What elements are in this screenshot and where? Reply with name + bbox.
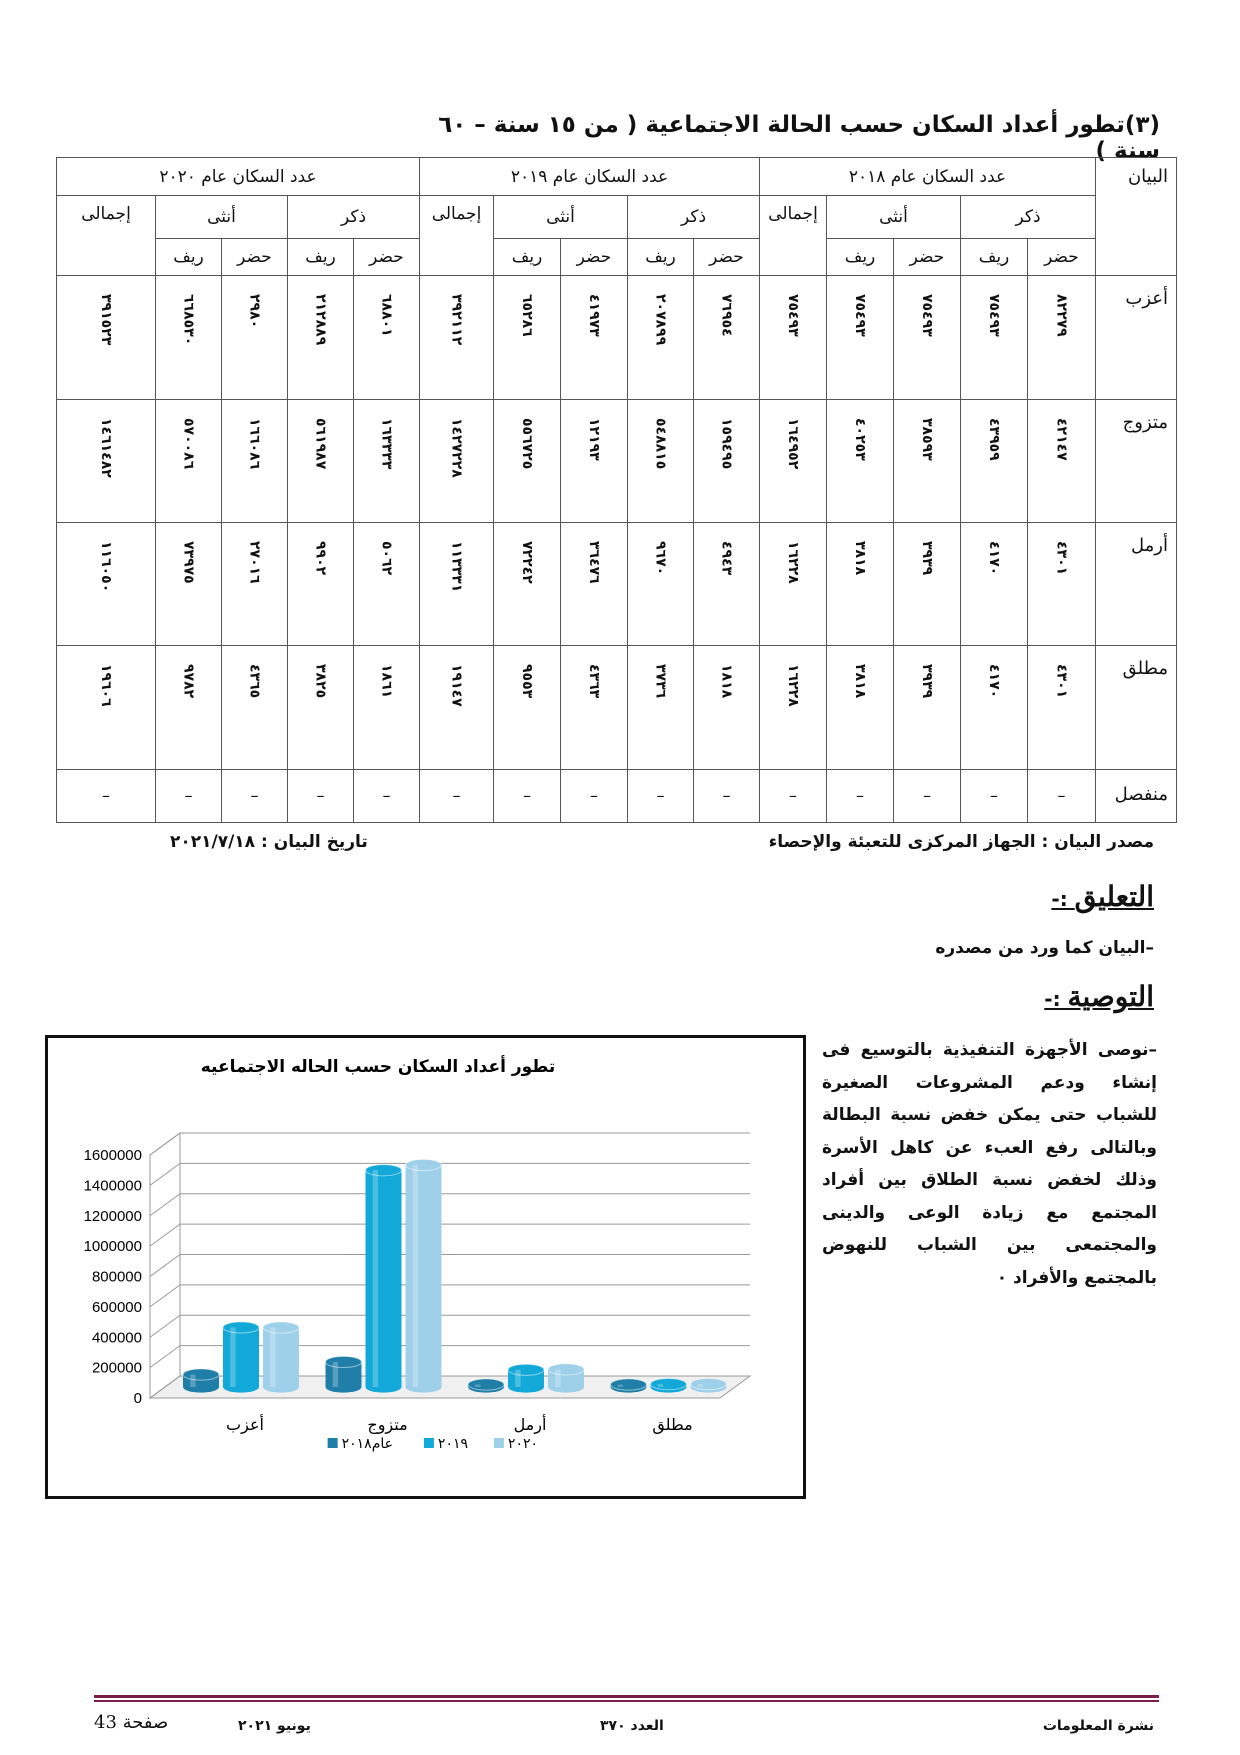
- rural-header: ريف: [288, 238, 354, 275]
- rural-header: ريف: [156, 238, 222, 275]
- footer-month: يونيو ٢٠٢١: [238, 1718, 311, 1734]
- legend-swatch: [494, 1438, 504, 1448]
- table-cell: ٤٣٩٥٩: [961, 399, 1028, 522]
- bar: [691, 1378, 727, 1392]
- y-tick-label: 200000: [91, 1359, 142, 1377]
- table-cell: –: [494, 769, 561, 822]
- table-cell: ٧٣٩٧٥: [156, 522, 222, 645]
- table-cell: ٩٧٨٢: [156, 646, 222, 769]
- y-tick-label: 1200000: [83, 1207, 142, 1225]
- y-tick-label: 1000000: [83, 1238, 142, 1256]
- table-cell: ١٦٤٩٥٢: [760, 399, 827, 522]
- table-cell: ١٨١٨: [694, 646, 760, 769]
- table-cell: ٣٨١٨: [827, 522, 894, 645]
- table-cell: ٤١٧٠: [961, 646, 1028, 769]
- table-cell: –: [628, 769, 694, 822]
- corner-label: البيان: [1096, 158, 1177, 276]
- table-cell: ١٢١٩٣: [561, 399, 628, 522]
- rural-header: ريف: [628, 238, 694, 275]
- table-cell: ٥٤٨٨١٥: [628, 399, 694, 522]
- legend-swatch: [424, 1438, 434, 1448]
- table-cell: –: [760, 769, 827, 822]
- footer-rule: [94, 1695, 1159, 1698]
- male-header: ذكر: [288, 196, 420, 239]
- rural-header: ريف: [961, 238, 1028, 275]
- table-cell: ٣٨٥٩٣: [894, 399, 961, 522]
- table-cell: ٤١٧٠: [961, 522, 1028, 645]
- total-header: إجمالى: [760, 196, 827, 276]
- table-cell: –: [1028, 769, 1096, 822]
- table-cell: –: [222, 769, 288, 822]
- table-cell: –: [894, 769, 961, 822]
- row-label: مطلق: [1096, 646, 1177, 769]
- urban-header: حضر: [694, 238, 760, 275]
- table-cell: –: [57, 769, 156, 822]
- table-cell: ٤٣٦٣: [561, 646, 628, 769]
- bar: [508, 1364, 544, 1392]
- table-cell: ٧٥٤٩٣: [760, 276, 827, 399]
- bar: [183, 1369, 219, 1393]
- chart-container: [45, 1035, 806, 1499]
- table-cell: ٥٥٦٧٢٥: [494, 399, 561, 522]
- bar: [468, 1379, 504, 1393]
- y-tick-label: 600000: [91, 1298, 142, 1316]
- row-label: أرمل: [1096, 522, 1177, 645]
- table-cell: ٣٨٢٥: [288, 646, 354, 769]
- table-cell: ٤٩٤٣: [694, 522, 760, 645]
- legend-label: ٢٠٢٠: [507, 1436, 538, 1452]
- table-cell: ٩٥٥٣: [494, 646, 561, 769]
- population-table: [56, 157, 1177, 823]
- table-cell: ١١٣٣٣١: [420, 522, 494, 645]
- table-cell: ٣٧٣٦: [628, 646, 694, 769]
- comment-heading: التعليق :-: [1051, 880, 1154, 913]
- table-cell: ٦٥٢٨٦: [494, 276, 561, 399]
- footer-issue: العدد ٣٧٠: [600, 1718, 664, 1734]
- table-cell: –: [961, 769, 1028, 822]
- table-cell: ٨٢٢٧٩: [1028, 276, 1096, 399]
- chart-title: تطور أعداد السكان حسب الحاله الاجتماعيه: [200, 1057, 556, 1077]
- table-row: [57, 646, 1177, 769]
- table-cell: ١٦٣٣٣٣: [354, 399, 420, 522]
- x-tick-label: متزوج: [367, 1415, 408, 1434]
- table-cell: ٤٠٢٥٣: [827, 399, 894, 522]
- data-date: تاريخ البيان : ٢٠٢١/٧/١٨: [170, 832, 368, 852]
- footer-bulletin: نشرة المعلومات: [1042, 1718, 1154, 1734]
- table-cell: ٥٠٦٢: [354, 522, 420, 645]
- table-row: [57, 769, 1177, 822]
- recommendation-heading: التوصية :-: [1044, 980, 1154, 1013]
- page-number: صفحة 43: [94, 1712, 169, 1733]
- table-cell: ٦٦٨٥٣٠: [156, 276, 222, 399]
- y-tick-label: 1600000: [83, 1147, 142, 1164]
- table-cell: –: [827, 769, 894, 822]
- table-cell: ٣٩٣٩: [894, 522, 961, 645]
- table-cell: ١٤٦١٤٨٢: [57, 399, 156, 522]
- table-cell: ٩٩٠٢: [288, 522, 354, 645]
- table-cell: ٤٣٦٥: [222, 646, 288, 769]
- row-label: منفصل: [1096, 769, 1177, 822]
- comment-text: –البيان كما ورد من مصدره: [935, 938, 1154, 958]
- table-cell: –: [561, 769, 628, 822]
- page-title: (٣)تطور أعداد السكان حسب الحالة الاجتماعية ( من ١٥ سنة – ٦٠ سنة ): [438, 112, 1160, 164]
- rural-header: ريف: [827, 238, 894, 275]
- table-cell: ٤١٩٧٣: [561, 276, 628, 399]
- table-cell: ١٩٦٠٦: [57, 646, 156, 769]
- urban-header: حضر: [561, 238, 628, 275]
- table-cell: ٧٥٤٩٣: [894, 276, 961, 399]
- table-cell: ٤٣٠١: [1028, 522, 1096, 645]
- total-header: إجمالى: [420, 196, 494, 276]
- year-header: عدد السكان عام ٢٠١٩: [420, 158, 760, 196]
- table-cell: –: [156, 769, 222, 822]
- table-row: [57, 399, 1177, 522]
- table-cell: ٥٧٠٠٨٦: [156, 399, 222, 522]
- x-tick-label: مطلق: [652, 1415, 693, 1434]
- table-cell: ٥٦١٩٨٧: [288, 399, 354, 522]
- table-cell: ٢٧٠١٦: [222, 522, 288, 645]
- bar: [263, 1322, 299, 1393]
- year-header: عدد السكان عام ٢٠٢٠: [57, 158, 420, 196]
- table-cell: ٧٥٤٩٣: [961, 276, 1028, 399]
- urban-header: حضر: [1028, 238, 1096, 275]
- footer-rule: [94, 1700, 1159, 1702]
- male-header: ذكر: [628, 196, 760, 239]
- table-cell: ٧٦٩٥٤: [694, 276, 760, 399]
- table-cell: ١٩١٤٧: [420, 646, 494, 769]
- legend-label: عام٢٠١٨: [341, 1436, 393, 1452]
- recommendation-text: –نوصى الأجهزة التنفيذية بالتوسيع فى إنشاء ودعم المشروعات الصغيرة للشباب حتى يمكن خفض نسبة البطالة وبالتالى رفع العبء عن كاهل الأسرة وذلك لخفض نسبة الطلاق بين أفراد المجتمع مع زيادة الوعى والدينى والمجتمعى بين الشباب للنهوض بالمجتمع والأفراد ٠: [822, 1040, 1157, 1288]
- table-cell: ٣٨١٨: [827, 646, 894, 769]
- table-cell: ١٦٢٢٨: [760, 522, 827, 645]
- table-cell: –: [354, 769, 420, 822]
- table-cell: –: [288, 769, 354, 822]
- urban-header: حضر: [222, 238, 288, 275]
- x-tick-label: أعزب: [226, 1415, 264, 1434]
- bar: [548, 1364, 584, 1393]
- table-cell: ١١٦٠٥٠: [57, 522, 156, 645]
- table-cell: ١٥٩٤٩٥: [694, 399, 760, 522]
- total-header: إجمالى: [57, 196, 156, 276]
- legend-swatch: [328, 1438, 338, 1448]
- y-tick-label: 400000: [91, 1329, 142, 1347]
- table-cell: ٣٩٢١١٢: [420, 276, 494, 399]
- bar: [366, 1165, 402, 1393]
- female-header: أنثى: [156, 196, 288, 239]
- table-cell: ١٤٢٧٢٢٨: [420, 399, 494, 522]
- table-cell: ٢٠٧٨٩٩: [628, 276, 694, 399]
- table-row: [57, 522, 1177, 645]
- bar: [651, 1378, 687, 1392]
- bar: [406, 1159, 442, 1392]
- table-cell: –: [694, 769, 760, 822]
- table-cell: ٢٩٨٠: [222, 276, 288, 399]
- table-row: [57, 276, 1177, 399]
- bar-chart: [48, 1038, 803, 1496]
- table-cell: ٧٢٢٤٢: [494, 522, 561, 645]
- table-cell: ١٦٦٠٨٦: [222, 399, 288, 522]
- male-header: ذكر: [961, 196, 1096, 239]
- table-cell: –: [420, 769, 494, 822]
- y-tick-label: 0: [133, 1390, 142, 1407]
- row-label: متزوج: [1096, 399, 1177, 522]
- x-tick-label: أرمل: [513, 1415, 547, 1434]
- rural-header: ريف: [494, 238, 561, 275]
- female-header: أنثى: [494, 196, 628, 239]
- table-cell: ٤٣٠١: [1028, 646, 1096, 769]
- table-cell: ٩٦٧٠: [628, 522, 694, 645]
- urban-header: حضر: [354, 238, 420, 275]
- row-label: أعزب: [1096, 276, 1177, 399]
- bar: [326, 1356, 362, 1392]
- table-cell: ٣٦٤٧٦: [561, 522, 628, 645]
- year-header: عدد السكان عام ٢٠١٨: [760, 158, 1096, 196]
- urban-header: حضر: [894, 238, 961, 275]
- data-source: مصدر البيان : الجهاز المركزى للتعبئة والإحصاء: [768, 832, 1154, 852]
- y-tick-label: 800000: [91, 1268, 142, 1286]
- female-header: أنثى: [827, 196, 961, 239]
- table-cell: ٦٨٨٠١: [354, 276, 420, 399]
- bar: [223, 1322, 259, 1393]
- table-cell: ٢١٢٨٨٩: [288, 276, 354, 399]
- table-cell: ٣٩١٥٢٣: [57, 276, 156, 399]
- table-cell: ١٨٦١: [354, 646, 420, 769]
- y-tick-label: 1400000: [83, 1177, 142, 1195]
- legend-label: ٢٠١٩: [437, 1436, 468, 1452]
- table-cell: ٣٩٣٩: [894, 646, 961, 769]
- bar: [611, 1379, 647, 1393]
- table-cell: ٧٥٤٩٣: [827, 276, 894, 399]
- table-cell: ١٦٢٢٨: [760, 646, 827, 769]
- table-cell: ٤٢١٤٧: [1028, 399, 1096, 522]
